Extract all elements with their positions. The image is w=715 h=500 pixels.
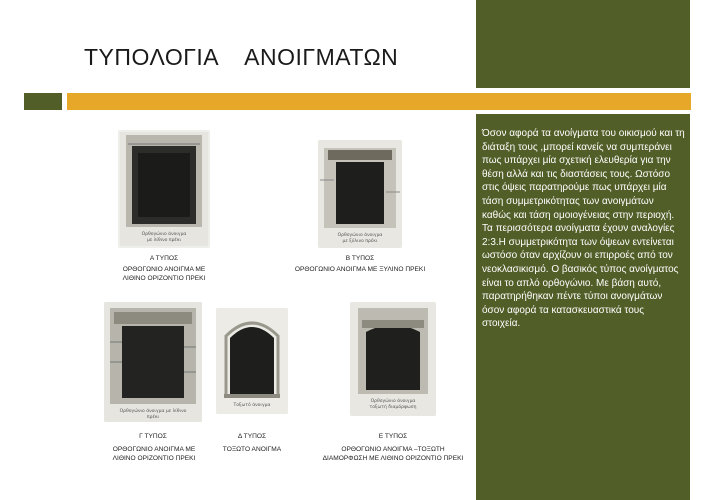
svg-text:τοξωτή διαμόρφωση: τοξωτή διαμόρφωση [369,405,417,410]
caption-type-c-name: Γ ΤΥΠΟΣ [139,433,167,440]
svg-text:πρέκι: πρέκι [146,415,160,420]
window-sketch-a-icon [118,130,210,248]
caption-type-a-name: Α ΤΥΠΟΣ [149,255,179,262]
sketch-type-d [216,308,288,414]
svg-text:Τοξωτό άνοιγμα: Τοξωτό άνοιγμα [233,403,271,408]
sketch-type-c [104,302,202,422]
window-sketch-b-icon [318,140,402,248]
svg-text:Ορθογώνιο άνοιγμα: Ορθογώνιο άνοιγμα [141,232,187,237]
sketch-type-a [118,130,210,248]
caption-type-d-name: Δ ΤΥΠΟΣ [237,433,267,440]
svg-text:με ξύλινο πρέκι: με ξύλινο πρέκι [342,239,378,244]
description-text: Όσον αφορά τα ανοίγματα του οικισμού και τη διάταξη τους ,μπορεί κανείς να συμπεράνει πως υπάρχει μία σχετική ελευθερία για την θέση αλλά και τις διαστάσεις τους. Ωστόσο στις όψεις παρατηρούμε πως υπάρχει μία τάση συμμετρικότητας των ανοιγμάτων καθώς και τάση ομοιογένειας στην περιοχή. Τα περισσότερα ανοίγματα έχουν αναλογίες 2:3.Η συμμετρικότητα των όψεων εντείνεται ωστόσο όταν αρχίζουν οι επιρροές από τον νεοκλασικισμό. Ο βασικός τύπος ανοίγματος είναι το απλό ορθογώνιο. Με βάση αυτό, παρατηρήθηκαν πέντε τύποι ανοιγμάτων όσον αφορά τα κατασκευαστικά τους στοιχεία. [482,128,685,330]
accent-bar-olive [24,93,62,110]
accent-bar-gold [67,93,691,110]
page-title: ΤΥΠΟΛΟΓΙΑ ΑΝΟΙΓΜΑΤΩΝ [84,44,399,70]
window-sketch-c-icon [104,302,202,422]
caption-type-e-name: Ε ΤΥΠΟΣ [378,433,408,440]
window-sketch-d-icon [216,308,288,414]
svg-text:Ορθογώνιο άνοιγμα: Ορθογώνιο άνοιγμα [370,399,416,404]
caption-type-b-name: Β ΤΥΠΟΣ [345,255,375,262]
caption-type-c-desc: ΟΡΘΟΓΩΝΙΟ ΑΝΟΙΓΜΑ ΜΕ ΛΙΘΙΝΟ ΟΡΙΖΟΝΤΙΟ ΠΡΕΚΙ [112,446,196,462]
sketch-type-b [318,140,402,248]
caption-type-b-desc: ΟΡΘΟΓΩΝΙΟ ΑΝΟΙΓΜΑ ΜΕ ΞΥΛΙΝΟ ΠΡΕΚΙ [294,266,426,273]
sketch-type-e [350,302,436,416]
window-sketch-e-icon [350,302,436,416]
caption-type-a-desc: ΟΡΘΟΓΩΝΙΟ ΑΝΟΙΓΜΑ ΜΕ ΛΙΘΙΝΟ ΟΡΙΖΟΝΤΙΟ ΠΡΕΚΙ [122,266,206,282]
svg-text:Ορθογώνιο άνοιγμα με λίθινο: Ορθογώνιο άνοιγμα με λίθινο [119,409,187,414]
svg-text:με λίθινο πρέκι: με λίθινο πρέκι [146,238,182,243]
caption-type-d-desc: ΤΟΞΩΤΟ ΑΝΟΙΓΜΑ [222,446,282,453]
caption-type-e-desc: ΟΡΘΟΓΩΝΙΟ ΑΝΟΙΓΜΑ –ΤΟΞΩΤΗ ΔΙΑΜΟΡΦΩΣΗ ΜΕ ΛΙΘΙΝΟ ΟΡΙΖΟΝΤΙΟ ΠΡΕΚΙ [322,446,464,462]
svg-text:Ορθογώνιο άνοιγμα: Ορθογώνιο άνοιγμα [337,233,383,238]
header-accent-box [476,0,690,88]
